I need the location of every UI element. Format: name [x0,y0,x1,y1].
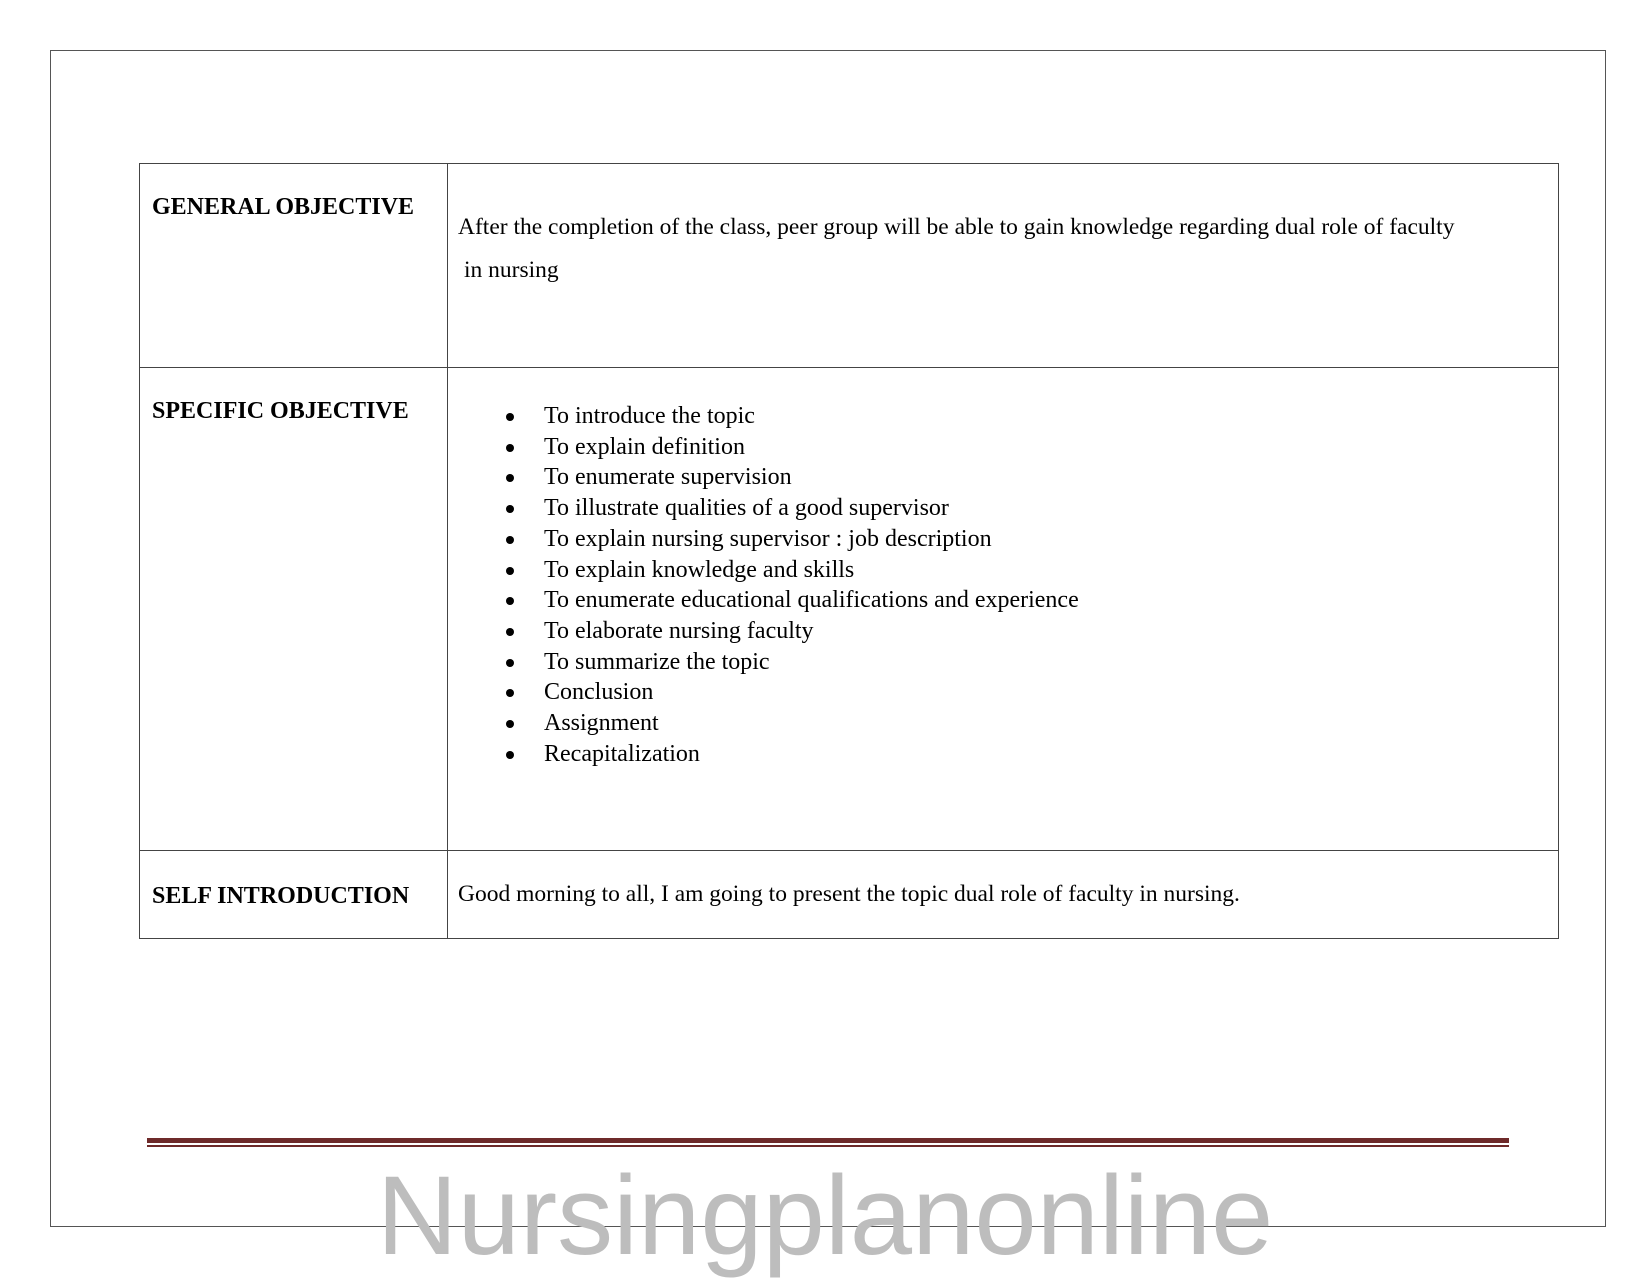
bullet-icon [506,567,514,575]
list-item-text: To explain nursing supervisor : job description [544,525,992,552]
general-objective-row [140,164,1559,368]
bullet-icon [506,720,514,728]
list-item [506,677,1548,708]
general-objective-line-2: in nursing [464,257,559,283]
list-item-text: To illustrate qualities of a good supervisor [544,495,949,522]
bullet-icon [506,689,514,697]
list-item [506,493,1548,524]
list-item [506,647,1548,678]
list-item-text: Conclusion [544,679,654,706]
specific-objective-list [458,401,1548,769]
general-objective-line-1: After the completion of the class, peer group will be able to gain knowledge regarding dual role of faculty [458,214,1455,240]
list-item [506,616,1548,647]
list-item [506,555,1548,586]
list-item-text: To summarize the topic [544,648,770,675]
lesson-plan-table [139,163,1559,939]
general-objective-content [448,164,1559,368]
specific-objective-content [448,368,1559,851]
specific-objective-label: SPECIFIC OBJECTIVE [140,368,448,851]
list-item-text: To explain knowledge and skills [544,556,855,583]
bullet-icon [506,659,514,667]
list-item-text: To explain definition [544,433,745,460]
list-item-text: To enumerate educational qualifications and experience [544,587,1079,614]
self-introduction-text: Good morning to all, I am going to present the topic dual role of faculty in nursing. [448,851,1559,939]
bullet-icon [506,536,514,544]
list-item-text: To enumerate supervision [544,464,792,491]
list-item-text: To introduce the topic [544,403,755,429]
list-item [506,462,1548,493]
watermark-text: Nursingplanonline [376,1153,1274,1278]
bullet-icon [506,505,514,513]
specific-objective-row [140,368,1559,851]
general-objective-text [458,206,1548,292]
list-item [506,739,1548,770]
list-item [506,585,1548,616]
list-item-text: Recapitalization [544,740,700,767]
self-introduction-label: SELF INTRODUCTION [140,851,448,939]
bullet-icon [506,628,514,636]
list-item-text: To elaborate nursing faculty [544,617,814,644]
bullet-icon [506,597,514,605]
bullet-icon [506,751,514,759]
footer-rule [147,1138,1509,1143]
list-item [506,432,1548,463]
self-introduction-row [140,851,1559,939]
list-item [506,524,1548,555]
bullet-icon [506,444,514,452]
list-item [506,401,1548,432]
list-item-text: Assignment [544,710,659,737]
footer-rule-thin [147,1145,1509,1147]
bullet-icon [506,474,514,482]
general-objective-label: GENERAL OBJECTIVE [140,164,448,368]
bullet-icon [506,413,514,421]
list-item [506,708,1548,739]
